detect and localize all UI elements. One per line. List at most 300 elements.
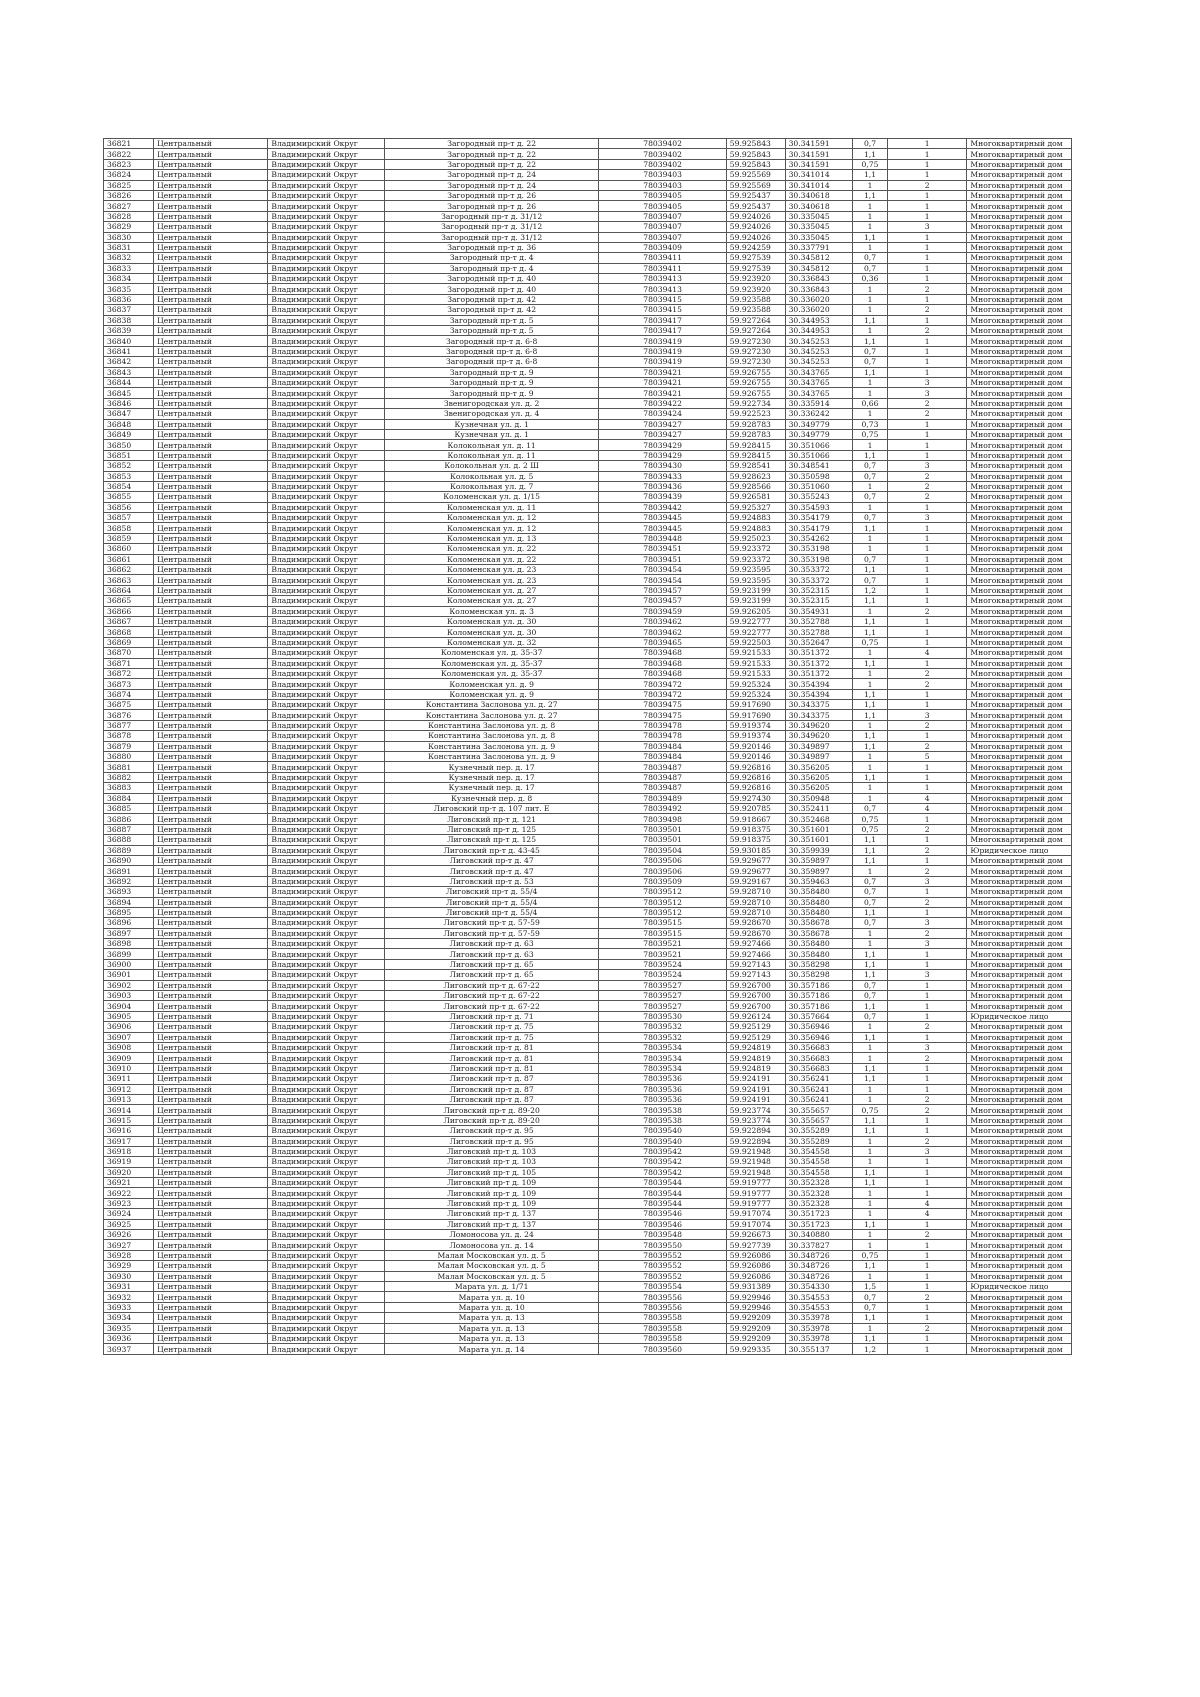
cell-object-type: Многоквартирный дом [967,523,1072,533]
cell-volume: 1,1 [853,700,888,710]
cell-record-id: 36871 [104,658,154,668]
cell-record-id: 36887 [104,824,154,834]
table-row [104,201,1072,211]
cell-latitude: 59.926086 [726,1250,785,1260]
cell-container-count: 1 [887,367,966,377]
cell-municipal-okrug: Владимирский Округ [268,679,385,689]
cell-address: Загородный пр-т д. 36 [384,242,599,252]
cell-object-type: Многоквартирный дом [967,1157,1072,1167]
cell-longitude: 30.354262 [785,533,853,543]
cell-record-id: 36935 [104,1323,154,1333]
cell-longitude: 30.351723 [785,1209,853,1219]
cell-latitude: 59.928710 [726,887,785,897]
cell-district: Центральный [154,377,268,387]
cell-object-type: Многоквартирный дом [967,139,1072,149]
cell-object-code: 78039407 [599,232,726,242]
cell-longitude: 30.351372 [785,658,853,668]
cell-volume: 1,5 [853,1281,888,1291]
cell-longitude: 30.348726 [785,1261,853,1271]
cell-record-id: 36848 [104,419,154,429]
cell-object-code: 78039487 [599,783,726,793]
cell-longitude: 30.345812 [785,263,853,273]
cell-longitude: 30.358480 [785,887,853,897]
table-row [104,1115,1072,1125]
cell-object-type: Многоквартирный дом [967,1115,1072,1125]
cell-object-code: 78039527 [599,991,726,1001]
cell-latitude: 59.928541 [726,461,785,471]
cell-record-id: 36833 [104,263,154,273]
cell-municipal-okrug: Владимирский Округ [268,1074,385,1084]
cell-record-id: 36835 [104,284,154,294]
cell-latitude: 59.924883 [726,513,785,523]
cell-object-type: Многоквартирный дом [967,471,1072,481]
cell-longitude: 30.343375 [785,710,853,720]
table-row [104,689,1072,699]
cell-object-code: 78039512 [599,907,726,917]
cell-container-count: 4 [887,1198,966,1208]
cell-object-type: Многоквартирный дом [967,897,1072,907]
cell-volume: 1 [853,502,888,512]
table-row [104,1333,1072,1343]
cell-district: Центральный [154,170,268,180]
table-row [104,523,1072,533]
cell-volume: 0,7 [853,253,888,263]
cell-latitude: 59.925843 [726,159,785,169]
cell-district: Центральный [154,772,268,782]
cell-address: Лиговский пр-т д. 47 [384,855,599,865]
cell-address: Лиговский пр-т д. 109 [384,1178,599,1188]
cell-latitude: 59.927230 [726,357,785,367]
cell-record-id: 36878 [104,731,154,741]
cell-object-type: Многоквартирный дом [967,232,1072,242]
cell-longitude: 30.353978 [785,1333,853,1343]
cell-latitude: 59.929209 [726,1323,785,1333]
cell-object-type: Многоквартирный дом [967,1094,1072,1104]
table-row [104,970,1072,980]
cell-object-code: 78039536 [599,1084,726,1094]
cell-volume: 1 [853,440,888,450]
cell-record-id: 36827 [104,201,154,211]
table-row [104,907,1072,917]
cell-container-count: 2 [887,180,966,190]
cell-container-count: 1 [887,637,966,647]
cell-district: Центральный [154,357,268,367]
cell-record-id: 36920 [104,1167,154,1177]
cell-container-count: 1 [887,783,966,793]
cell-container-count: 2 [887,1094,966,1104]
cell-container-count: 1 [887,190,966,200]
cell-container-count: 1 [887,419,966,429]
cell-latitude: 59.930185 [726,845,785,855]
cell-object-type: Многоквартирный дом [967,1240,1072,1250]
cell-volume: 0,7 [853,346,888,356]
cell-address: Загородный пр-т д. 6-8 [384,336,599,346]
cell-latitude: 59.926700 [726,991,785,1001]
cell-latitude: 59.926755 [726,377,785,387]
cell-municipal-okrug: Владимирский Округ [268,700,385,710]
table-row [104,263,1072,273]
cell-district: Центральный [154,1188,268,1198]
cell-municipal-okrug: Владимирский Округ [268,918,385,928]
cell-object-type: Многоквартирный дом [967,315,1072,325]
cell-container-count: 2 [887,1292,966,1302]
cell-district: Центральный [154,824,268,834]
cell-municipal-okrug: Владимирский Округ [268,596,385,606]
cell-record-id: 36905 [104,1011,154,1021]
cell-object-code: 78039445 [599,523,726,533]
cell-object-type: Многоквартирный дом [967,367,1072,377]
table-row [104,793,1072,803]
cell-longitude: 30.355137 [785,1344,853,1354]
cell-record-id: 36918 [104,1146,154,1156]
cell-container-count: 1 [887,263,966,273]
cell-container-count: 1 [887,1084,966,1094]
cell-district: Центральный [154,637,268,647]
cell-volume: 1 [853,222,888,232]
cell-address: Лиговский пр-т д. 55/4 [384,887,599,897]
cell-address: Коломенская ул. д. 35-37 [384,658,599,668]
cell-district: Центральный [154,970,268,980]
cell-district: Центральный [154,1302,268,1312]
cell-municipal-okrug: Владимирский Округ [268,533,385,543]
table-row [104,222,1072,232]
cell-object-type: Многоквартирный дом [967,1042,1072,1052]
cell-object-code: 78039462 [599,627,726,637]
cell-object-type: Многоквартирный дом [967,585,1072,595]
cell-municipal-okrug: Владимирский Округ [268,762,385,772]
cell-record-id: 36889 [104,845,154,855]
cell-latitude: 59.925843 [726,149,785,159]
table-row [104,928,1072,938]
cell-object-type: Многоквартирный дом [967,201,1072,211]
cell-object-code: 78039489 [599,793,726,803]
cell-district: Центральный [154,1115,268,1125]
cell-volume: 1 [853,752,888,762]
cell-container-count: 1 [887,907,966,917]
cell-municipal-okrug: Владимирский Округ [268,575,385,585]
cell-latitude: 59.926755 [726,388,785,398]
cell-container-count: 2 [887,409,966,419]
cell-district: Центральный [154,388,268,398]
cell-municipal-okrug: Владимирский Округ [268,326,385,336]
cell-volume: 0,36 [853,274,888,284]
cell-object-code: 78039475 [599,700,726,710]
cell-container-count: 1 [887,1178,966,1188]
cell-longitude: 30.355657 [785,1105,853,1115]
cell-object-code: 78039487 [599,772,726,782]
table-row [104,637,1072,647]
cell-object-type: Многоквартирный дом [967,450,1072,460]
cell-record-id: 36901 [104,970,154,980]
cell-longitude: 30.341591 [785,159,853,169]
cell-longitude: 30.353978 [785,1313,853,1323]
cell-volume: 1,1 [853,970,888,980]
cell-address: Лиговский пр-т д. 89-20 [384,1105,599,1115]
cell-address: Загородный пр-т д. 5 [384,326,599,336]
cell-latitude: 59.927143 [726,959,785,969]
cell-address: Лиговский пр-т д. 137 [384,1219,599,1229]
cell-object-code: 78039405 [599,201,726,211]
cell-object-code: 78039534 [599,1053,726,1063]
cell-address: Загородный пр-т д. 24 [384,170,599,180]
cell-district: Центральный [154,1157,268,1167]
cell-address: Константина Заслонова ул. д. 27 [384,710,599,720]
cell-record-id: 36834 [104,274,154,284]
cell-address: Марата ул. д. 1/71 [384,1281,599,1291]
cell-address: Загородный пр-т д. 9 [384,388,599,398]
cell-district: Центральный [154,866,268,876]
table-row [104,1084,1072,1094]
cell-object-type: Многоквартирный дом [967,824,1072,834]
cell-latitude: 59.922894 [726,1136,785,1146]
cell-volume: 1 [853,1022,888,1032]
cell-volume: 1,2 [853,585,888,595]
cell-district: Центральный [154,720,268,730]
cell-district: Центральный [154,492,268,502]
cell-object-type: Многоквартирный дом [967,887,1072,897]
cell-longitude: 30.336843 [785,274,853,284]
cell-municipal-okrug: Владимирский Округ [268,544,385,554]
cell-record-id: 36917 [104,1136,154,1146]
cell-district: Центральный [154,1001,268,1011]
cell-record-id: 36922 [104,1188,154,1198]
table-row [104,1136,1072,1146]
table-row [104,585,1072,595]
cell-municipal-okrug: Владимирский Округ [268,565,385,575]
cell-object-code: 78039430 [599,461,726,471]
cell-container-count: 1 [887,294,966,304]
cell-longitude: 30.357186 [785,991,853,1001]
cell-volume: 0,75 [853,1250,888,1260]
cell-municipal-okrug: Владимирский Округ [268,814,385,824]
cell-longitude: 30.345253 [785,336,853,346]
table-row [104,710,1072,720]
cell-municipal-okrug: Владимирский Округ [268,159,385,169]
table-row [104,1063,1072,1073]
cell-container-count: 1 [887,1157,966,1167]
cell-latitude: 59.929209 [726,1313,785,1323]
cell-volume: 1 [853,1209,888,1219]
cell-address: Загородный пр-т д. 31/12 [384,232,599,242]
cell-container-count: 2 [887,326,966,336]
cell-latitude: 59.927739 [726,1240,785,1250]
cell-address: Коломенская ул. д. 22 [384,554,599,564]
table-row [104,1292,1072,1302]
cell-object-type: Многоквартирный дом [967,835,1072,845]
cell-container-count: 1 [887,1261,966,1271]
cell-longitude: 30.352328 [785,1188,853,1198]
cell-address: Лиговский пр-т д. 121 [384,814,599,824]
cell-address: Лиговский пр-т д. 75 [384,1032,599,1042]
cell-object-code: 78039403 [599,170,726,180]
cell-object-type: Многоквартирный дом [967,1167,1072,1177]
cell-record-id: 36928 [104,1250,154,1260]
cell-container-count: 1 [887,627,966,637]
cell-record-id: 36823 [104,159,154,169]
cell-record-id: 36873 [104,679,154,689]
cell-municipal-okrug: Владимирский Округ [268,959,385,969]
cell-record-id: 36840 [104,336,154,346]
cell-container-count: 1 [887,1281,966,1291]
cell-address: Загородный пр-т д. 26 [384,190,599,200]
cell-longitude: 30.356683 [785,1063,853,1073]
cell-longitude: 30.352788 [785,616,853,626]
cell-object-type: Многоквартирный дом [967,1230,1072,1240]
cell-container-count: 1 [887,731,966,741]
cell-object-code: 78039532 [599,1032,726,1042]
cell-object-code: 78039424 [599,409,726,419]
cell-object-type: Многоквартирный дом [967,907,1072,917]
table-row [104,949,1072,959]
cell-object-type: Многоквартирный дом [967,918,1072,928]
cell-latitude: 59.926673 [726,1230,785,1240]
cell-record-id: 36903 [104,991,154,1001]
table-row [104,388,1072,398]
cell-longitude: 30.356205 [785,772,853,782]
cell-volume: 1,1 [853,772,888,782]
cell-volume: 1 [853,1230,888,1240]
cell-object-type: Многоквартирный дом [967,1032,1072,1042]
cell-record-id: 36863 [104,575,154,585]
cell-container-count: 2 [887,928,966,938]
cell-object-type: Многоквартирный дом [967,1178,1072,1188]
table-row [104,1074,1072,1084]
cell-address: Коломенская ул. д. 35-37 [384,668,599,678]
cell-record-id: 36883 [104,783,154,793]
table-row [104,1053,1072,1063]
cell-latitude: 59.924259 [726,242,785,252]
cell-object-code: 78039421 [599,388,726,398]
cell-object-code: 78039403 [599,180,726,190]
cell-object-code: 78039504 [599,845,726,855]
cell-object-code: 78039534 [599,1042,726,1052]
cell-container-count: 1 [887,855,966,865]
cell-container-count: 4 [887,1209,966,1219]
cell-object-type: Многоквартирный дом [967,1302,1072,1312]
cell-district: Центральный [154,1292,268,1302]
cell-object-type: Многоквартирный дом [967,502,1072,512]
cell-address: Загородный пр-т д. 40 [384,274,599,284]
cell-volume: 1,1 [853,190,888,200]
cell-district: Центральный [154,253,268,263]
cell-address: Коломенская ул. д. 12 [384,513,599,523]
cell-latitude: 59.917690 [726,700,785,710]
cell-object-type: Многоквартирный дом [967,793,1072,803]
cell-longitude: 30.355657 [785,1115,853,1125]
cell-container-count: 3 [887,1146,966,1156]
cell-district: Центральный [154,897,268,907]
cell-municipal-okrug: Владимирский Округ [268,845,385,855]
cell-object-code: 78039454 [599,575,726,585]
cell-municipal-okrug: Владимирский Округ [268,689,385,699]
cell-container-count: 1 [887,429,966,439]
table-row [104,315,1072,325]
cell-object-code: 78039521 [599,949,726,959]
cell-object-type: Многоквартирный дом [967,959,1072,969]
cell-district: Центральный [154,450,268,460]
cell-district: Центральный [154,1281,268,1291]
cell-record-id: 36826 [104,190,154,200]
cell-object-type: Многоквартирный дом [967,1313,1072,1323]
table-row [104,939,1072,949]
cell-volume: 1,1 [853,149,888,159]
table-row [104,835,1072,845]
cell-address: Лиговский пр-т д. 107 лит. Е [384,804,599,814]
cell-district: Центральный [154,471,268,481]
cell-district: Центральный [154,461,268,471]
table-row [104,481,1072,491]
cell-volume: 1,2 [853,1344,888,1354]
table-row [104,720,1072,730]
cell-object-type: Многоквартирный дом [967,1063,1072,1073]
cell-longitude: 30.337827 [785,1240,853,1250]
cell-object-type: Многоквартирный дом [967,980,1072,990]
cell-municipal-okrug: Владимирский Округ [268,367,385,377]
cell-district: Центральный [154,149,268,159]
cell-record-id: 36932 [104,1292,154,1302]
cell-address: Кузнечный пер. д. 17 [384,762,599,772]
cell-object-code: 78039419 [599,336,726,346]
cell-volume: 0,7 [853,357,888,367]
cell-district: Центральный [154,481,268,491]
cell-longitude: 30.354558 [785,1157,853,1167]
cell-district: Центральный [154,689,268,699]
cell-municipal-okrug: Владимирский Округ [268,1292,385,1302]
cell-record-id: 36850 [104,440,154,450]
cell-volume: 1 [853,1198,888,1208]
cell-address: Коломенская ул. д. 12 [384,523,599,533]
cell-address: Константина Заслонова ул. д. 27 [384,700,599,710]
cell-district: Центральный [154,1333,268,1343]
cell-latitude: 59.921533 [726,658,785,668]
cell-container-count: 3 [887,970,966,980]
cell-volume: 1 [853,1084,888,1094]
cell-address: Загородный пр-т д. 42 [384,294,599,304]
cell-object-type: Многоквартирный дом [967,305,1072,315]
cell-object-type: Многоквартирный дом [967,554,1072,564]
cell-object-type: Многоквартирный дом [967,668,1072,678]
cell-object-code: 78039538 [599,1115,726,1125]
cell-record-id: 36854 [104,481,154,491]
cell-container-count: 1 [887,1188,966,1198]
cell-record-id: 36860 [104,544,154,554]
cell-address: Марата ул. д. 13 [384,1333,599,1343]
cell-object-type: Многоквартирный дом [967,1271,1072,1281]
cell-record-id: 36868 [104,627,154,637]
table-row [104,1146,1072,1156]
cell-longitude: 30.353198 [785,544,853,554]
cell-municipal-okrug: Владимирский Округ [268,1053,385,1063]
cell-municipal-okrug: Владимирский Округ [268,190,385,200]
cell-container-count: 1 [887,814,966,824]
cell-district: Центральный [154,523,268,533]
cell-object-code: 78039512 [599,897,726,907]
cell-district: Центральный [154,1105,268,1115]
cell-object-code: 78039405 [599,190,726,200]
cell-longitude: 30.358480 [785,949,853,959]
cell-volume: 1,1 [853,845,888,855]
cell-object-type: Многоквартирный дом [967,263,1072,273]
cell-container-count: 1 [887,887,966,897]
cell-object-code: 78039532 [599,1022,726,1032]
cell-municipal-okrug: Владимирский Округ [268,887,385,897]
cell-volume: 1,1 [853,232,888,242]
cell-volume: 1 [853,1157,888,1167]
cell-address: Константина Заслонова ул. д. 9 [384,741,599,751]
cell-longitude: 30.358480 [785,939,853,949]
cell-container-count: 1 [887,523,966,533]
cell-object-code: 78039558 [599,1313,726,1323]
